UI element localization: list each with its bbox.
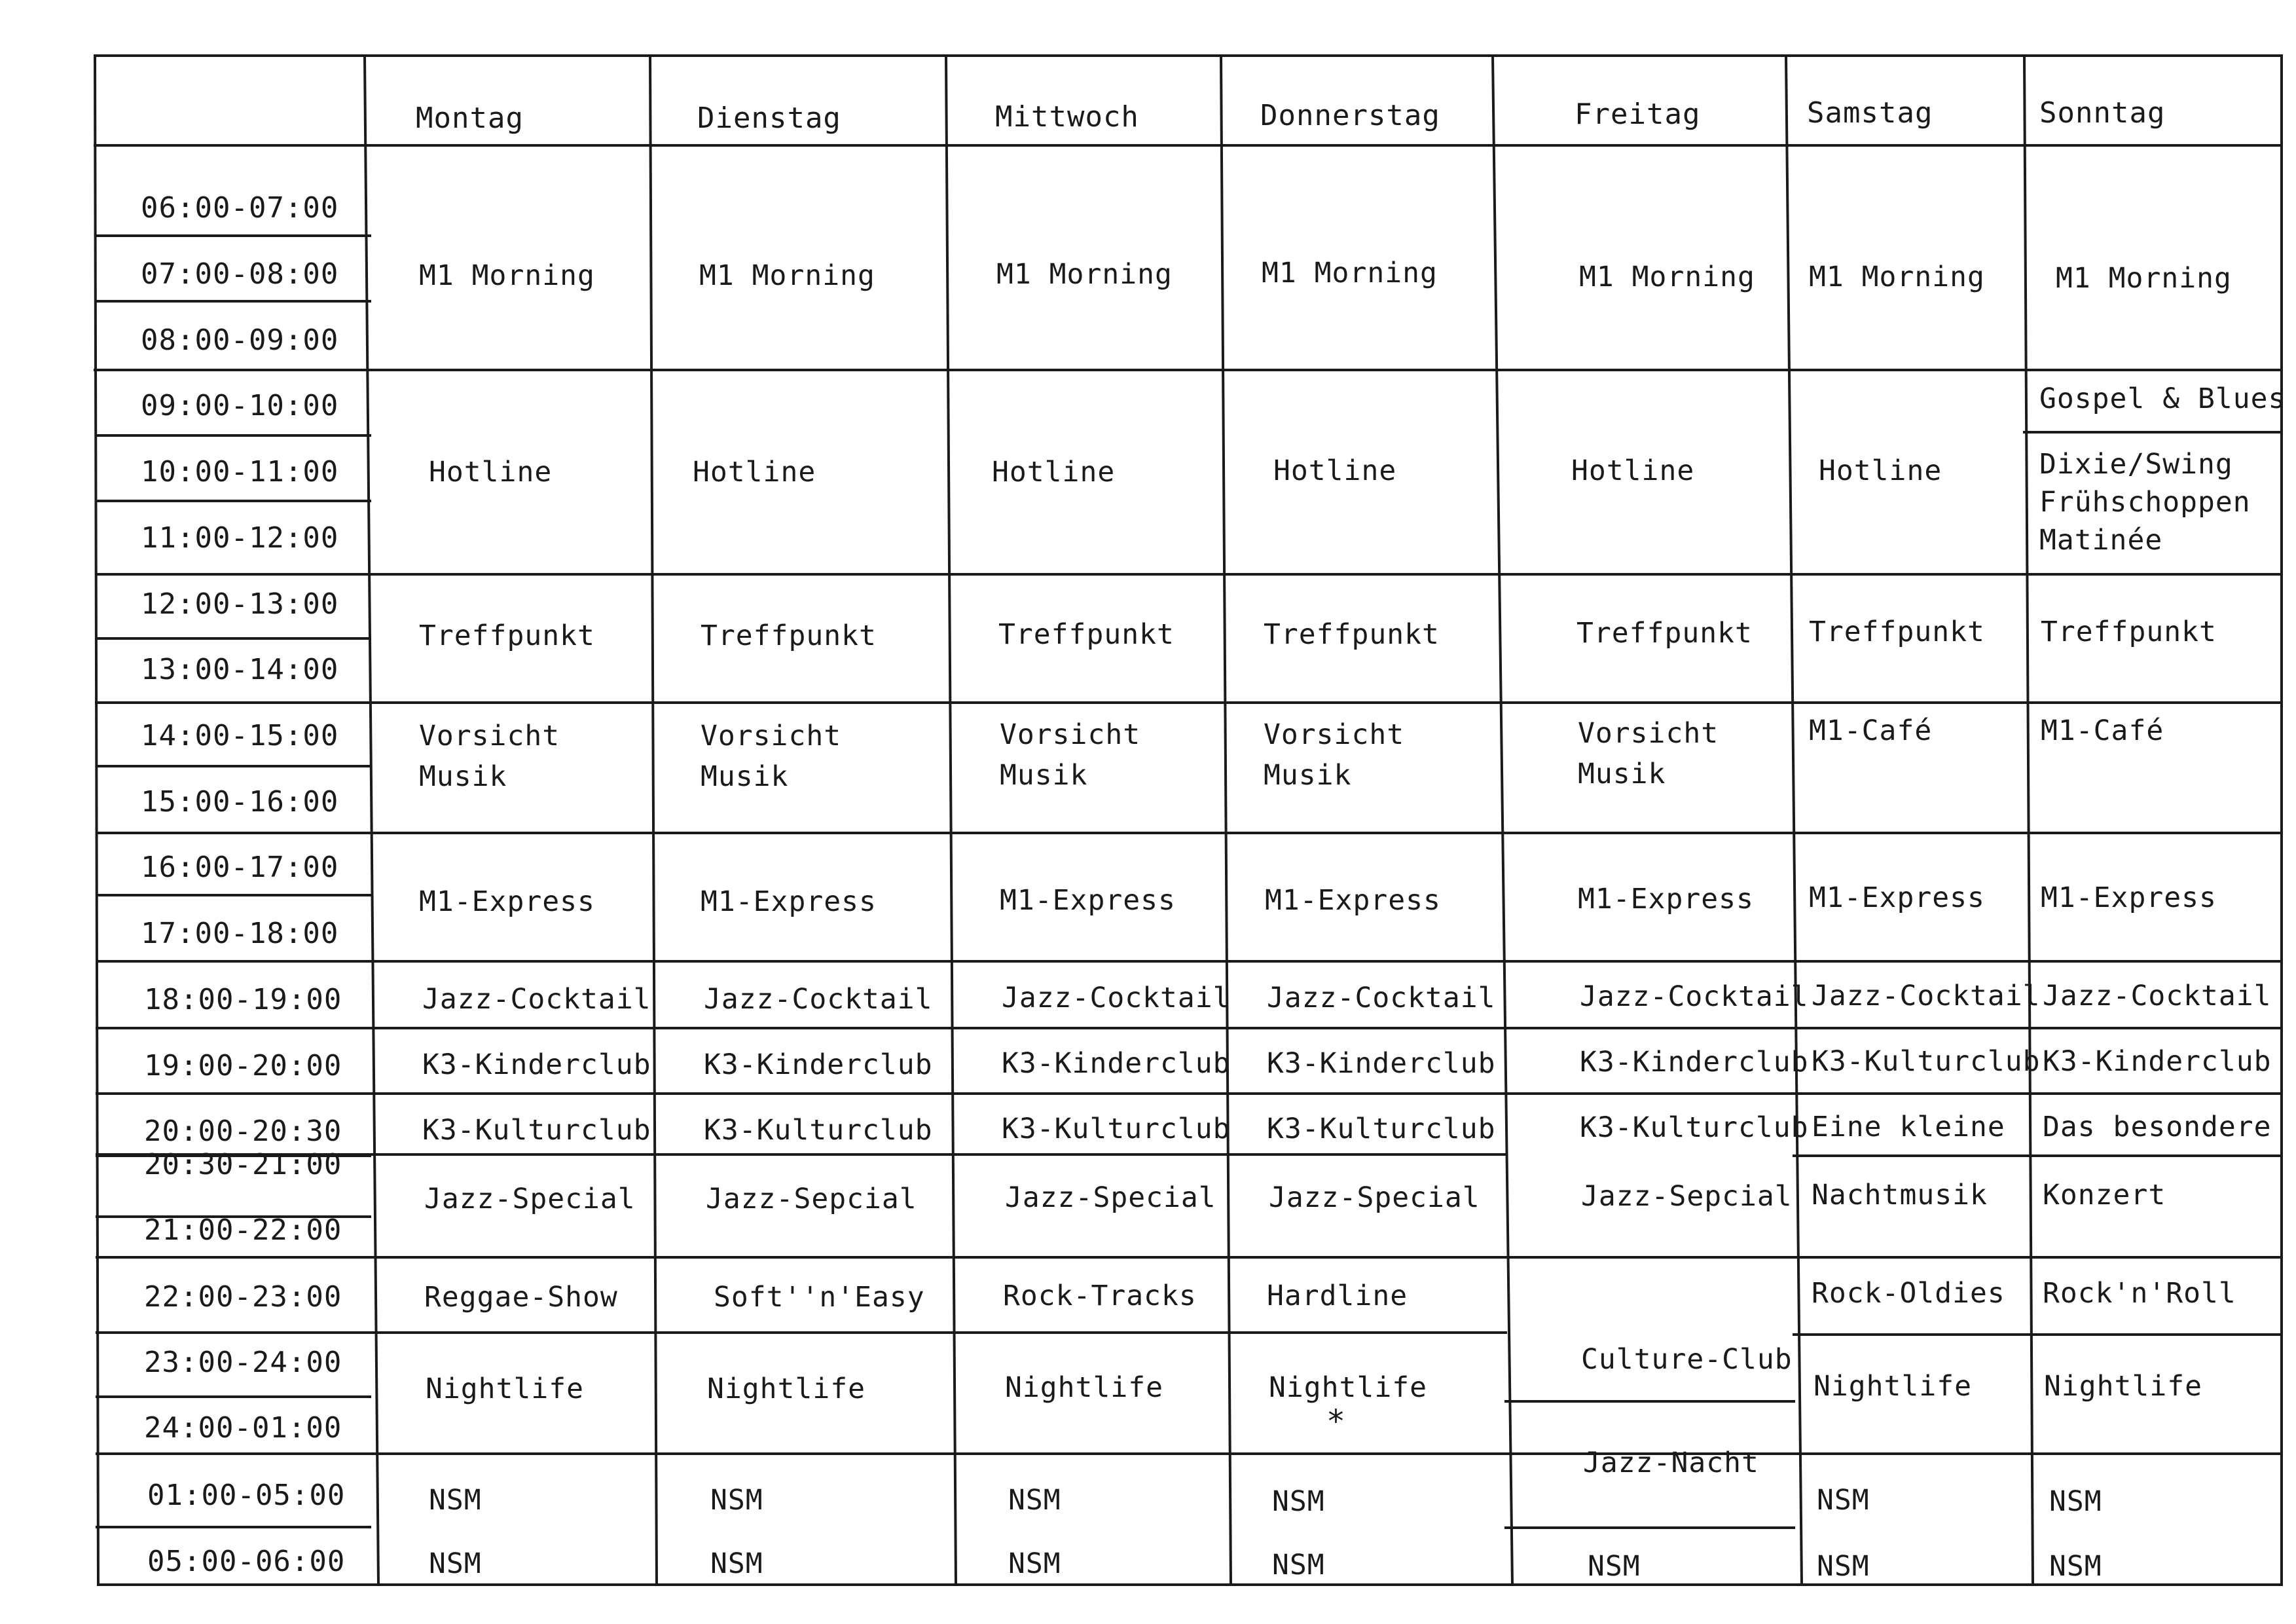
program-k3-kulturclub: K3-Kulturclub [1267,1113,1496,1145]
time-slot: 20:00-20:30 [144,1115,342,1148]
program-vorsicht-musik: Vorsicht Musik [1000,718,1141,792]
program-jazz-sepcial: Jazz-Sepcial [1581,1180,1793,1213]
time-slot: 01:00-05:00 [147,1479,346,1512]
program-nsm: NSM [1588,1550,1641,1583]
program-m1-morning: M1 Morning [1809,261,1985,293]
time-slot: 05:00-06:00 [147,1545,346,1578]
time-slot: 13:00-14:00 [141,653,339,686]
program-nsm: NSM [710,1484,763,1517]
program-treffpunkt: Treffpunkt [1576,617,1753,650]
program-jazz-special: Jazz-Special [1005,1181,1216,1214]
program-treffpunkt: Treffpunkt [419,619,595,652]
time-slot: 19:00-20:00 [144,1049,342,1082]
program-m1-express: M1-Express [1578,883,1754,915]
program-k3-kulturclub: K3-Kulturclub [1580,1111,1809,1144]
time-slot: 24:00-01:00 [144,1411,342,1445]
program-jazz-cocktail: Jazz-Cocktail [1002,982,1231,1014]
program-hotline: Hotline [1571,454,1695,487]
program-jazz-cocktail: Jazz-Cocktail [704,983,933,1016]
program-m1-morning: M1 Morning [996,258,1173,291]
program-m1-express: M1-Express [419,885,595,918]
program-nsm: NSM [429,1484,482,1517]
day-header-sonntag: Sonntag [2039,96,2166,130]
program-hotline: Hotline [992,456,1116,489]
time-slot: 18:00-19:00 [144,983,342,1016]
program-hotline: Hotline [429,456,553,489]
time-slot: 23:00-24:00 [144,1346,342,1379]
program-jazz-cocktail: Jazz-Cocktail [2043,980,2272,1012]
time-slot: 16:00-17:00 [141,851,339,884]
program-nsm: NSM [1817,1484,1870,1517]
time-slot: 21:00-22:00 [144,1213,342,1247]
program-m1-express: M1-Express [2041,881,2217,914]
program-konzert: Konzert [2043,1179,2166,1211]
program-vorsicht-musik: Vorsicht Musik [1578,717,1719,790]
program-nsm: NSM [1272,1549,1325,1581]
program-k3-kinderclub: K3-Kinderclub [1267,1047,1496,1080]
time-slot: 10:00-11:00 [141,455,339,489]
program-rock-tracks: Rock-Tracks [1003,1280,1197,1312]
program-m1-morning: M1 Morning [419,259,595,292]
program-nsm: NSM [2049,1550,2102,1583]
time-slot: 07:00-08:00 [141,257,339,291]
program-k3-kulturclub: K3-Kulturclub [1002,1113,1231,1145]
time-slot: 14:00-15:00 [141,719,339,752]
program-jazz-nacht: Jazz-Nacht [1583,1447,1759,1479]
program-k3-kinderclub: K3-Kinderclub [1002,1047,1231,1080]
program-m1-morning: M1 Morning [699,259,875,292]
program-nightlife: Nightlife [426,1373,584,1405]
time-slot: 15:00-16:00 [141,785,339,819]
program-m1-morning: M1 Morning [2056,262,2232,295]
time-slot: 22:00-23:00 [144,1280,342,1314]
program-das-besondere: Das besondere [2043,1111,2272,1143]
program-hardline: Hardline [1267,1280,1408,1312]
program-jazz-cocktail: Jazz-Cocktail [1812,980,2041,1012]
time-slot: 11:00-12:00 [141,521,339,555]
program-k3-kinderclub: K3-Kinderclub [2043,1045,2272,1078]
time-slot: 20:30-21:00 [144,1148,342,1181]
program-vorsicht-musik: Vorsicht Musik [701,720,842,793]
program-treffpunkt: Treffpunkt [2041,616,2217,648]
program-m1-cafe: M1-Café [2041,714,2164,747]
program-eine-kleine: Eine kleine [1812,1111,2005,1143]
program-nightlife: Nightlife [1813,1370,1972,1403]
program-soft-n-easy: Soft''n'Easy [714,1281,925,1314]
program-jazz-cocktail: Jazz-Cocktail [1580,980,1809,1013]
program-jazz-cocktail: Jazz-Cocktail [1267,982,1496,1014]
program-dixie-swing: Dixie/Swing Frühschoppen Matinée [2039,448,2251,557]
program-nsm: NSM [429,1547,482,1580]
time-slot: 08:00-09:00 [141,323,339,357]
day-header-samstag: Samstag [1807,96,1933,130]
program-nsm: NSM [2049,1485,2102,1518]
program-jazz-sepcial: Jazz-Sepcial [706,1183,917,1215]
program-nsm: NSM [1272,1485,1325,1518]
program-jazz-special: Jazz-Special [1269,1181,1480,1214]
program-reggae-show: Reggae-Show [424,1281,618,1314]
day-header-montag: Montag [416,101,524,135]
program-hotline: Hotline [693,456,816,489]
program-jazz-cocktail: Jazz-Cocktail [422,983,651,1016]
program-jazz-special: Jazz-Special [424,1183,636,1215]
program-vorsicht-musik: Vorsicht Musik [419,720,560,793]
program-m1-express: M1-Express [1809,881,1985,914]
program-nsm: NSM [1817,1550,1870,1583]
program-k3-kinderclub: K3-Kinderclub [1580,1046,1809,1079]
program-nightlife: Nightlife [707,1373,866,1405]
day-header-donnerstag: Donnerstag [1260,99,1440,132]
program-hotline: Hotline [1273,454,1397,487]
program-k3-kinderclub: K3-Kinderclub [422,1048,651,1081]
program-rock-n-roll: Rock'n'Roll [2043,1277,2236,1310]
program-k3-kinderclub: K3-Kinderclub [704,1048,933,1081]
time-slot: 06:00-07:00 [141,191,339,225]
program-k3-kulturclub: K3-Kulturclub [1812,1045,2041,1078]
day-header-dienstag: Dienstag [697,101,841,135]
program-nsm: NSM [1008,1547,1061,1580]
program-vorsicht-musik: Vorsicht Musik [1264,718,1405,792]
program-k3-kulturclub: K3-Kulturclub [704,1114,933,1147]
program-treffpunkt: Treffpunkt [998,618,1175,651]
program-m1-morning: M1 Morning [1262,257,1438,289]
program-m1-express: M1-Express [701,885,877,918]
day-header-mittwoch: Mittwoch [995,100,1139,134]
program-nightlife: Nightlife [1269,1371,1427,1404]
program-nsm: NSM [1008,1484,1061,1517]
program-m1-express: M1-Express [1000,884,1176,917]
program-rock-oldies: Rock-Oldies [1812,1277,2005,1310]
day-header-freitag: Freitag [1575,98,1701,131]
program-k3-kulturclub: K3-Kulturclub [422,1114,651,1147]
program-treffpunkt: Treffpunkt [1809,616,1985,648]
program-m1-cafe: M1-Café [1809,714,1933,747]
program-nightlife: Nightlife [2044,1370,2202,1403]
program-nachtmusik: Nachtmusik [1812,1179,1988,1211]
program-culture-club: Culture-Club [1581,1343,1793,1376]
program-treffpunkt: Treffpunkt [701,619,877,652]
time-slot: 12:00-13:00 [141,587,339,621]
time-slot: 09:00-10:00 [141,389,339,422]
program-hotline: Hotline [1819,454,1942,487]
program-nightlife: Nightlife [1005,1371,1163,1404]
time-slot: 17:00-18:00 [141,917,339,950]
program-treffpunkt: Treffpunkt [1264,618,1440,651]
program-nsm: NSM [710,1547,763,1580]
asterisk-footnote-mark: * [1326,1403,1346,1440]
program-gospel-blues: Gospel & Blues [2039,382,2286,415]
program-m1-morning: M1 Morning [1579,261,1755,293]
program-m1-express: M1-Express [1265,884,1441,917]
